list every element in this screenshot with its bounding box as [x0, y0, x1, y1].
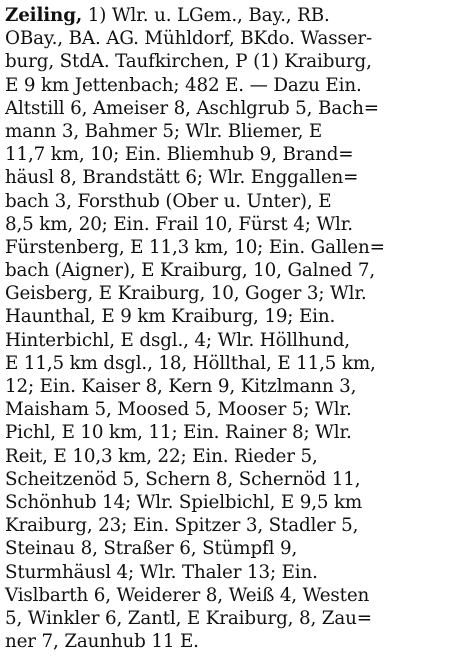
entry-line: Pichl, E 10 km, 11; Ein. Rainer 8; Wlr. [5, 422, 352, 444]
entry-line: Reit, E 10,3 km, 22; Ein. Rieder 5, [5, 445, 318, 467]
entry-line: häusl 8, Brandstätt 6; Wlr. Enggallen= [5, 167, 359, 189]
entry-line: bach 3, Forsthub (Ober u. Unter), E [5, 190, 332, 212]
entry-line: Schönhub 14; Wlr. Spielbichl, E 9,5 km [5, 491, 363, 513]
entry-line: E 9 km Jettenbach; 482 E. — Dazu Ein. [5, 74, 362, 96]
entry-line: ner 7, Zaunhub 11 E. [5, 631, 199, 653]
entry-line: mann 3, Bahmer 5; Wlr. Bliemer, E [5, 120, 323, 142]
entry-line: Vislbarth 6, Weiderer 8, Weiß 4, Westen [5, 584, 370, 606]
entry-line: Hinterbichl, E dsgl., 4; Wlr. Höllhund, [5, 329, 350, 351]
entry-line: 12; Ein. Kaiser 8, Kern 9, Kitzlmann 3, [5, 376, 357, 397]
entry-line: Altstill 6, Ameiser 8, Aschlgrub 5, Bach= [5, 97, 379, 119]
entry-headword: Zeiling, [5, 5, 83, 26]
entry-line: 5, Winkler 6, Zantl, E Kraiburg, 8, Zau= [5, 607, 372, 629]
entry-line: Steinau 8, Straßer 6, Stümpfl 9, [5, 538, 298, 560]
entry-line: OBay., BA. AG. Mühldorf, BKdo. Wasser- [5, 28, 372, 50]
entry-line-text: 1) Wlr. u. LGem., Bay., RB. [82, 5, 330, 26]
entry-line: Maisham 5, Moosed 5, Mooser 5; Wlr. [5, 399, 352, 421]
entry-line: Haunthal, E 9 km Kraiburg, 19; Ein. [5, 306, 336, 328]
entry-line: burg, StdA. Taufkirchen, P (1) Kraiburg, [5, 51, 372, 73]
entry-line [5, 4, 456, 27]
entry-line: E 11,5 km dsgl., 18, Höllthal, E 11,5 km, [5, 352, 376, 374]
entry-line: 11,7 km, 10; Ein. Bliemhub 9, Brand= [5, 144, 354, 166]
entry-line: Geisberg, E Kraiburg, 10, Goger 3; Wlr. [5, 283, 367, 305]
entry-line: Scheitzenöd 5, Schern 8, Schernöd 11, [5, 468, 361, 490]
entry-line: Fürstenberg, E 11,3 km, 10; Ein. Gallen= [5, 236, 385, 258]
gazetteer-entry [5, 4, 456, 653]
entry-line: 8,5 km, 20; Ein. Frail 10, Fürst 4; Wlr. [5, 213, 353, 235]
entry-line: Sturmhäusl 4; Wlr. Thaler 13; Ein. [5, 561, 318, 583]
entry-line: Kraiburg, 23; Ein. Spitzer 3, Stadler 5, [5, 515, 359, 537]
entry-line: bach (Aigner), E Kraiburg, 10, Galned 7, [5, 260, 376, 282]
